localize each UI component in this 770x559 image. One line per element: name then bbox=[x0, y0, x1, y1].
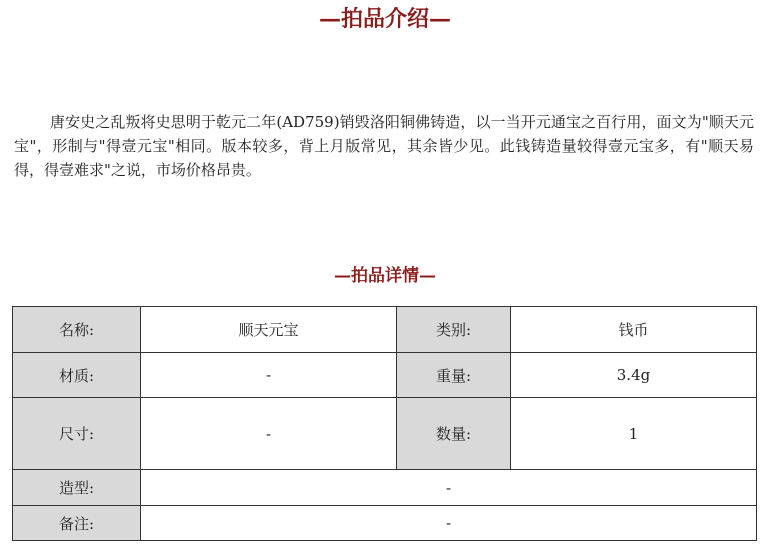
shape-value: - bbox=[141, 470, 757, 506]
intro-section-title: —拍品介绍— bbox=[318, 6, 451, 32]
size-value: - bbox=[141, 398, 397, 470]
table-row bbox=[13, 470, 757, 506]
category-value: 钱币 bbox=[511, 307, 757, 353]
shape-label: 造型: bbox=[13, 470, 141, 506]
remarks-label: 备注: bbox=[13, 506, 141, 541]
name-value: 顺天元宝 bbox=[141, 307, 397, 353]
weight-value: 3.4g bbox=[511, 353, 757, 398]
category-label: 类别: bbox=[397, 307, 511, 353]
quantity-value: 1 bbox=[511, 398, 757, 470]
table-row bbox=[13, 398, 757, 470]
material-value: - bbox=[141, 353, 397, 398]
intro-paragraph: 唐安史之乱叛将史思明于乾元二年(AD759)销毁洛阳铜佛铸造，以一当开元通宝之百行用，面文为"顺天元宝"，形制与"得壹元宝"相同。版本较多，背上月版常见，其余皆少见。此钱铸造量较得壹元宝多，有"顺天易得，得壹难求"之说，市场价格昂贵。 bbox=[14, 113, 754, 179]
details-table bbox=[12, 306, 757, 541]
name-label: 名称: bbox=[13, 307, 141, 353]
remarks-value: - bbox=[141, 506, 757, 541]
size-label: 尺寸: bbox=[13, 398, 141, 470]
quantity-label: 数量: bbox=[397, 398, 511, 470]
table-row bbox=[13, 307, 757, 353]
table-row bbox=[13, 353, 757, 398]
table-row bbox=[13, 506, 757, 541]
weight-label: 重量: bbox=[397, 353, 511, 398]
material-label: 材质: bbox=[13, 353, 141, 398]
details-section-title: —拍品详情— bbox=[334, 266, 436, 286]
